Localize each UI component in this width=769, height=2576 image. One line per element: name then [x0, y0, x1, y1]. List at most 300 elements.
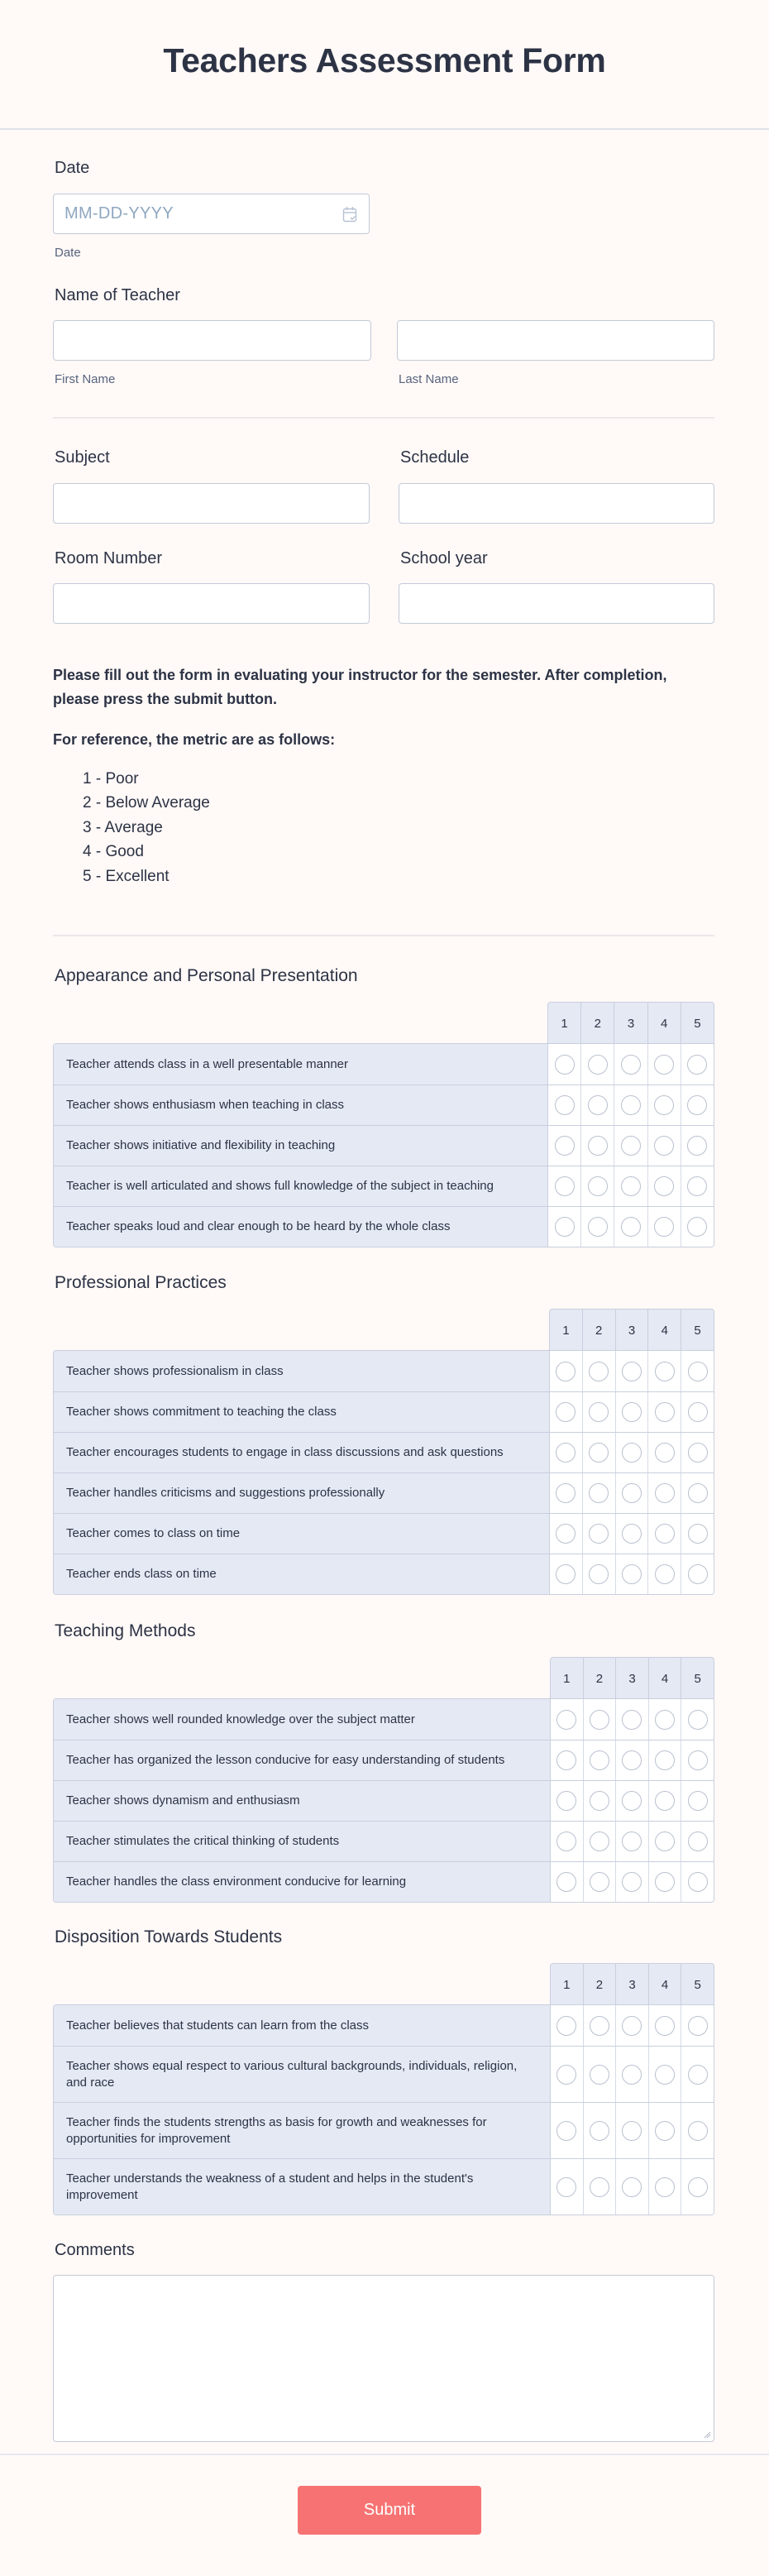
rating-radio[interactable] — [622, 2065, 642, 2085]
matrix-cell — [681, 1514, 714, 1554]
rating-radio[interactable] — [688, 1831, 708, 1851]
rating-radio[interactable] — [556, 1791, 576, 1811]
rating-radio[interactable] — [556, 1362, 576, 1381]
matrix-cell — [580, 1207, 614, 1247]
instructions-text — [53, 663, 723, 711]
matrix-body — [53, 1043, 714, 1247]
rating-radio[interactable] — [655, 2065, 675, 2085]
matrix-body — [53, 1350, 714, 1595]
section-divider — [53, 935, 714, 936]
matrix-body — [53, 2004, 714, 2215]
matrix-cell — [551, 1781, 583, 1821]
matrix-cell — [583, 2103, 616, 2158]
matrix-column-header: 1 — [562, 1323, 570, 1338]
matrix-cell — [647, 1126, 681, 1166]
matrix-cell — [647, 1554, 681, 1594]
metric-item: 3 - Average — [83, 819, 163, 836]
matrix-column-header: 3 — [615, 1310, 648, 1351]
rating-radio[interactable] — [622, 1872, 642, 1892]
date-label: Date — [55, 159, 90, 177]
matrix-cell — [648, 2005, 681, 2046]
matrix-cell — [551, 2103, 583, 2158]
matrix-cell — [551, 1699, 583, 1740]
matrix-cell — [647, 1085, 681, 1125]
rating-radio[interactable] — [556, 1710, 576, 1730]
rating-radio[interactable] — [590, 1831, 609, 1851]
rating-radio[interactable] — [622, 1362, 642, 1381]
rating-radio[interactable] — [688, 1750, 708, 1770]
matrix-cell — [580, 1166, 614, 1206]
rating-radio[interactable] — [687, 1055, 707, 1075]
rating-radio[interactable] — [655, 1402, 675, 1422]
matrix-cell — [681, 1351, 714, 1391]
rating-radio[interactable] — [556, 1750, 576, 1770]
header-divider — [0, 128, 769, 130]
rating-radio[interactable] — [688, 2177, 708, 2197]
matrix-cell — [681, 1699, 714, 1740]
matrix-cell — [647, 1514, 681, 1554]
matrix-cell — [614, 1166, 647, 1206]
reference-text: For reference, the metric are as follows: — [53, 731, 336, 748]
matrix-column-header: 4 — [648, 1964, 681, 2005]
rating-radio[interactable] — [556, 1524, 576, 1544]
rating-radio[interactable] — [556, 1831, 576, 1851]
matrix-row — [54, 1699, 714, 1740]
date-sublabel: Date — [55, 246, 81, 260]
matrix-row-label: Teacher is well articulated and shows full knowledge of the subject in teaching — [54, 1166, 548, 1206]
matrix-cell — [681, 1207, 714, 1247]
rating-radio[interactable] — [688, 1524, 708, 1544]
instructions-line-1: Please fill out the form in evaluating your instructor for the semester. After completion, — [53, 667, 667, 683]
rating-radio[interactable] — [556, 2121, 576, 2141]
rating-radio[interactable] — [621, 1136, 641, 1156]
rating-radio[interactable] — [654, 1176, 674, 1196]
matrix-row-label: Teacher shows well rounded knowledge over the subject matter — [54, 1699, 551, 1740]
matrix-row — [54, 1554, 714, 1594]
matrix-cell — [614, 1044, 647, 1085]
rating-radio[interactable] — [622, 1483, 642, 1503]
matrix-cell — [548, 1085, 580, 1125]
rating-radio[interactable] — [588, 1176, 608, 1196]
rating-radio[interactable] — [621, 1176, 641, 1196]
rating-radio[interactable] — [687, 1136, 707, 1156]
matrix-row-label: Teacher finds the students strengths as basis for growth and weaknesses for opportunities for improvement — [54, 2103, 551, 2158]
rating-radio[interactable] — [655, 2121, 675, 2141]
rating-radio[interactable] — [555, 1055, 575, 1075]
matrix-cell — [582, 1514, 615, 1554]
matrix-row-label: Teacher speaks loud and clear enough to be heard by the whole class — [54, 1207, 548, 1247]
matrix-cell — [551, 2005, 583, 2046]
rating-radio[interactable] — [622, 1710, 642, 1730]
matrix-cell — [648, 1740, 681, 1780]
matrix-cell — [583, 1781, 616, 1821]
matrix-cell — [583, 1699, 616, 1740]
rating-radio[interactable] — [590, 1710, 609, 1730]
subject-input[interactable] — [53, 483, 370, 524]
matrix-cell — [615, 1781, 648, 1821]
matrix-row — [54, 1125, 714, 1166]
matrix-cell — [648, 2047, 681, 2102]
rating-radio[interactable] — [655, 1791, 675, 1811]
matrix-cell — [615, 1392, 648, 1432]
matrix-column-header: 5 — [681, 1964, 714, 2005]
rating-radio[interactable] — [555, 1136, 575, 1156]
matrix-cell — [615, 1862, 648, 1902]
matrix-cell — [551, 2047, 583, 2102]
matrix-cell — [681, 1473, 714, 1513]
section-title-appearance: Appearance and Personal Presentation — [55, 966, 358, 985]
rating-radio[interactable] — [621, 1217, 641, 1237]
rating-radio[interactable] — [622, 1443, 642, 1463]
rating-radio[interactable] — [588, 1095, 608, 1115]
rating-radio[interactable] — [654, 1136, 674, 1156]
matrix-cell — [550, 1473, 582, 1513]
rating-radio[interactable] — [655, 1362, 675, 1381]
rating-radio[interactable] — [622, 1402, 642, 1422]
matrix-row — [54, 1391, 714, 1432]
rating-radio[interactable] — [622, 2121, 642, 2141]
matrix-cell — [681, 1126, 714, 1166]
matrix-cell — [580, 1085, 614, 1125]
matrix-cell — [550, 1554, 582, 1594]
matrix-header — [550, 1963, 714, 2005]
rating-radio[interactable] — [622, 1524, 642, 1544]
rating-radio[interactable] — [688, 1443, 708, 1463]
matrix-cell — [681, 2159, 714, 2214]
rating-radio[interactable] — [589, 1443, 609, 1463]
rating-radio[interactable] — [688, 1564, 708, 1584]
matrix-cell — [582, 1392, 615, 1432]
rating-radio[interactable] — [687, 1176, 707, 1196]
rating-radio[interactable] — [622, 1791, 642, 1811]
matrix-cell — [681, 1044, 714, 1085]
matrix-cell — [647, 1433, 681, 1472]
matrix-row — [54, 1821, 714, 1861]
rating-radio[interactable] — [654, 1095, 674, 1115]
rating-radio[interactable] — [589, 1524, 609, 1544]
matrix-row — [54, 1206, 714, 1247]
rating-radio[interactable] — [556, 1872, 576, 1892]
matrix-row-label: Teacher believes that students can learn from the class — [54, 2005, 551, 2046]
matrix-cell — [681, 1392, 714, 1432]
submit-button[interactable]: Submit — [298, 2486, 481, 2535]
matrix-row-label: Teacher has organized the lesson conducive for easy understanding of students — [54, 1740, 551, 1780]
matrix-row-label: Teacher shows equal respect to various cultural backgrounds, individuals, religion, and race — [54, 2047, 551, 2102]
rating-radio[interactable] — [688, 1483, 708, 1503]
matrix-cell — [681, 1433, 714, 1472]
comments-label: Comments — [55, 2241, 135, 2259]
section-title-teaching: Teaching Methods — [55, 1621, 196, 1640]
rating-radio[interactable] — [655, 2177, 675, 2197]
matrix-cell — [583, 2159, 616, 2214]
rating-radio[interactable] — [688, 2016, 708, 2036]
rating-radio[interactable] — [590, 1791, 609, 1811]
matrix-cell — [647, 1166, 681, 1206]
matrix-row — [54, 1044, 714, 1085]
rating-radio[interactable] — [654, 1217, 674, 1237]
rating-radio[interactable] — [588, 1217, 608, 1237]
matrix-column-header: 3 — [614, 1003, 647, 1044]
matrix-column-header: 4 — [647, 1310, 681, 1351]
schedule-input[interactable] — [399, 483, 714, 524]
date-input[interactable] — [53, 194, 370, 234]
rating-radio[interactable] — [622, 2177, 642, 2197]
rating-radio[interactable] — [688, 1402, 708, 1422]
rating-radio[interactable] — [688, 2121, 708, 2141]
rating-radio[interactable] — [622, 1564, 642, 1584]
page-title: Teachers Assessment Form — [163, 41, 606, 79]
rating-radio[interactable] — [556, 1443, 576, 1463]
matrix-cell — [681, 2005, 714, 2046]
matrix-cell — [681, 1862, 714, 1902]
first-name-input[interactable] — [53, 320, 371, 361]
rating-radio[interactable] — [556, 1483, 576, 1503]
metric-item: 1 - Poor — [83, 770, 139, 788]
rating-radio[interactable] — [688, 2065, 708, 2085]
matrix-column-header: 5 — [681, 1003, 714, 1044]
matrix-cell — [647, 1207, 681, 1247]
rating-radio[interactable] — [655, 1443, 675, 1463]
rating-radio[interactable] — [590, 2016, 609, 2036]
matrix-cell — [681, 1740, 714, 1780]
section-title-professional: Professional Practices — [55, 1273, 227, 1292]
matrix-cell — [647, 1351, 681, 1391]
matrix-cell — [615, 1514, 648, 1554]
teacher-name-label: Name of Teacher — [55, 286, 180, 304]
matrix-row — [54, 1513, 714, 1554]
matrix-cell — [648, 1862, 681, 1902]
rating-radio[interactable] — [588, 1055, 608, 1075]
rating-radio[interactable] — [622, 1750, 642, 1770]
matrix-cell — [681, 1822, 714, 1861]
rating-radio[interactable] — [588, 1136, 608, 1156]
room-number-label: Room Number — [55, 549, 163, 567]
section-title-disposition: Disposition Towards Students — [55, 1927, 283, 1946]
rating-radio[interactable] — [688, 1872, 708, 1892]
rating-radio[interactable] — [589, 1483, 609, 1503]
rating-radio[interactable] — [655, 1524, 675, 1544]
matrix-cell — [583, 2005, 616, 2046]
matrix-column-header: 5 — [681, 1658, 714, 1699]
matrix-cell — [551, 1740, 583, 1780]
matrix-cell — [681, 1166, 714, 1206]
matrix-cell — [551, 1822, 583, 1861]
rating-radio[interactable] — [655, 1710, 675, 1730]
instructions-line-2: please press the submit button. — [53, 691, 278, 707]
matrix-cell — [582, 1554, 615, 1594]
matrix-cell — [550, 1433, 582, 1472]
rating-radio[interactable] — [555, 1095, 575, 1115]
matrix-row — [54, 1861, 714, 1902]
resize-handle-icon[interactable] — [703, 2430, 711, 2439]
matrix-cell — [548, 1126, 580, 1166]
matrix-row-label: Teacher ends class on time — [54, 1554, 550, 1594]
matrix-row-label: Teacher shows professionalism in class — [54, 1351, 550, 1391]
rating-radio[interactable] — [555, 1176, 575, 1196]
rating-radio[interactable] — [621, 1095, 641, 1115]
date-placeholder: MM-DD-YYYY — [64, 204, 174, 223]
schedule-label: Schedule — [400, 448, 470, 467]
matrix-cell — [681, 1085, 714, 1125]
matrix-cell — [550, 1514, 582, 1554]
matrix-header — [547, 1002, 714, 1044]
matrix-cell — [681, 1554, 714, 1594]
matrix-cell — [550, 1392, 582, 1432]
matrix-cell — [615, 1554, 648, 1594]
comments-textarea[interactable] — [53, 2275, 714, 2442]
rating-radio[interactable] — [556, 1564, 576, 1584]
matrix-cell — [681, 2103, 714, 2158]
rating-radio[interactable] — [621, 1055, 641, 1075]
matrix-row — [54, 1351, 714, 1391]
matrix-row-label: Teacher encourages students to engage in class discussions and ask questions — [54, 1433, 550, 1472]
rating-radio[interactable] — [590, 2121, 609, 2141]
matrix-row — [54, 2102, 714, 2158]
rating-radio[interactable] — [622, 1831, 642, 1851]
matrix-cell — [583, 1822, 616, 1861]
matrix-row — [54, 1166, 714, 1206]
rating-radio[interactable] — [556, 2177, 576, 2197]
rating-radio[interactable] — [622, 2016, 642, 2036]
school-year-label: School year — [400, 549, 488, 567]
matrix-cell — [580, 1044, 614, 1085]
matrix-cell — [615, 2159, 648, 2214]
rating-radio[interactable] — [655, 1483, 675, 1503]
matrix-cell — [647, 1044, 681, 1085]
matrix-column-header: 1 — [563, 1977, 571, 1992]
matrix-cell — [583, 1740, 616, 1780]
rating-radio[interactable] — [655, 1831, 675, 1851]
matrix-cell — [551, 2159, 583, 2214]
matrix-cell — [583, 1862, 616, 1902]
matrix-cell — [648, 1699, 681, 1740]
rating-radio[interactable] — [688, 1791, 708, 1811]
rating-radio[interactable] — [688, 1710, 708, 1730]
matrix-cell — [548, 1207, 580, 1247]
matrix-cell — [615, 2005, 648, 2046]
matrix-cell — [615, 1473, 648, 1513]
matrix-row-label: Teacher comes to class on time — [54, 1514, 550, 1554]
rating-radio[interactable] — [654, 1055, 674, 1075]
matrix-row — [54, 2046, 714, 2102]
first-name-sublabel: First Name — [55, 372, 116, 386]
matrix-row-label: Teacher handles criticisms and suggestions professionally — [54, 1473, 550, 1513]
matrix-cell — [648, 1781, 681, 1821]
rating-radio[interactable] — [655, 1564, 675, 1584]
matrix-cell — [648, 1822, 681, 1861]
matrix-cell — [615, 1822, 648, 1861]
matrix-cell — [614, 1207, 647, 1247]
matrix-cell — [614, 1085, 647, 1125]
matrix-column-header: 1 — [561, 1016, 568, 1031]
rating-radio[interactable] — [655, 1750, 675, 1770]
matrix-row-label: Teacher shows commitment to teaching the class — [54, 1392, 550, 1432]
matrix-cell — [615, 2103, 648, 2158]
matrix-column-header: 3 — [615, 1658, 648, 1699]
matrix-cell — [614, 1126, 647, 1166]
matrix-column-header: 2 — [582, 1310, 615, 1351]
rating-radio[interactable] — [687, 1217, 707, 1237]
matrix-column-header: 1 — [563, 1671, 571, 1686]
subject-label: Subject — [55, 448, 110, 467]
room-number-input[interactable] — [53, 583, 370, 624]
rating-radio[interactable] — [688, 1362, 708, 1381]
matrix-row-label: Teacher stimulates the critical thinking of students — [54, 1822, 551, 1861]
rating-radio[interactable] — [556, 1402, 576, 1422]
matrix-cell — [550, 1351, 582, 1391]
matrix-body — [53, 1698, 714, 1903]
matrix-row-label: Teacher shows initiative and flexibility in teaching — [54, 1126, 548, 1166]
matrix-cell — [615, 2047, 648, 2102]
matrix-header — [550, 1657, 714, 1699]
rating-radio[interactable] — [590, 1872, 609, 1892]
school-year-input[interactable] — [399, 583, 714, 624]
matrix-cell — [582, 1433, 615, 1472]
section-divider — [53, 417, 714, 419]
last-name-input[interactable] — [397, 320, 714, 361]
matrix-row — [54, 1740, 714, 1780]
rating-radio[interactable] — [655, 1872, 675, 1892]
matrix-cell — [647, 1392, 681, 1432]
matrix-row — [54, 1432, 714, 1472]
matrix-column-header: 3 — [615, 1964, 648, 2005]
matrix-row-label: Teacher handles the class environment conducive for learning — [54, 1862, 551, 1902]
matrix-cell — [582, 1351, 615, 1391]
rating-radio[interactable] — [589, 1564, 609, 1584]
rating-radio[interactable] — [589, 1362, 609, 1381]
rating-radio[interactable] — [589, 1402, 609, 1422]
metric-item: 5 - Excellent — [83, 868, 170, 885]
matrix-column-header: 2 — [583, 1964, 616, 2005]
matrix-cell — [648, 2103, 681, 2158]
matrix-cell — [615, 1740, 648, 1780]
rating-radio[interactable] — [590, 2177, 609, 2197]
rating-radio[interactable] — [590, 2065, 609, 2085]
matrix-cell — [615, 1699, 648, 1740]
matrix-column-header: 4 — [648, 1658, 681, 1699]
matrix-row-label: Teacher shows enthusiasm when teaching in class — [54, 1085, 548, 1125]
matrix-cell — [681, 2047, 714, 2102]
matrix-column-header: 4 — [647, 1003, 681, 1044]
rating-radio[interactable] — [556, 2016, 576, 2036]
rating-radio[interactable] — [687, 1095, 707, 1115]
matrix-row-label: Teacher understands the weakness of a student and helps in the student's improvement — [54, 2159, 551, 2214]
matrix-cell — [681, 1781, 714, 1821]
last-name-sublabel: Last Name — [399, 372, 459, 386]
calendar-icon[interactable] — [342, 206, 357, 223]
matrix-header — [549, 1309, 714, 1351]
matrix-row — [54, 2005, 714, 2046]
rating-radio[interactable] — [590, 1750, 609, 1770]
matrix-row — [54, 1472, 714, 1513]
matrix-row-label: Teacher attends class in a well presentable manner — [54, 1044, 548, 1085]
matrix-row — [54, 2158, 714, 2214]
rating-radio[interactable] — [655, 2016, 675, 2036]
matrix-row — [54, 1780, 714, 1821]
matrix-cell — [548, 1166, 580, 1206]
matrix-cell — [648, 2159, 681, 2214]
matrix-column-header: 5 — [681, 1310, 714, 1351]
matrix-cell — [582, 1473, 615, 1513]
matrix-cell — [647, 1473, 681, 1513]
rating-radio[interactable] — [556, 2065, 576, 2085]
matrix-cell — [548, 1044, 580, 1085]
matrix-cell — [583, 2047, 616, 2102]
rating-radio[interactable] — [555, 1217, 575, 1237]
matrix-cell — [551, 1862, 583, 1902]
matrix-column-header: 2 — [583, 1658, 616, 1699]
footer-divider — [0, 2454, 769, 2455]
